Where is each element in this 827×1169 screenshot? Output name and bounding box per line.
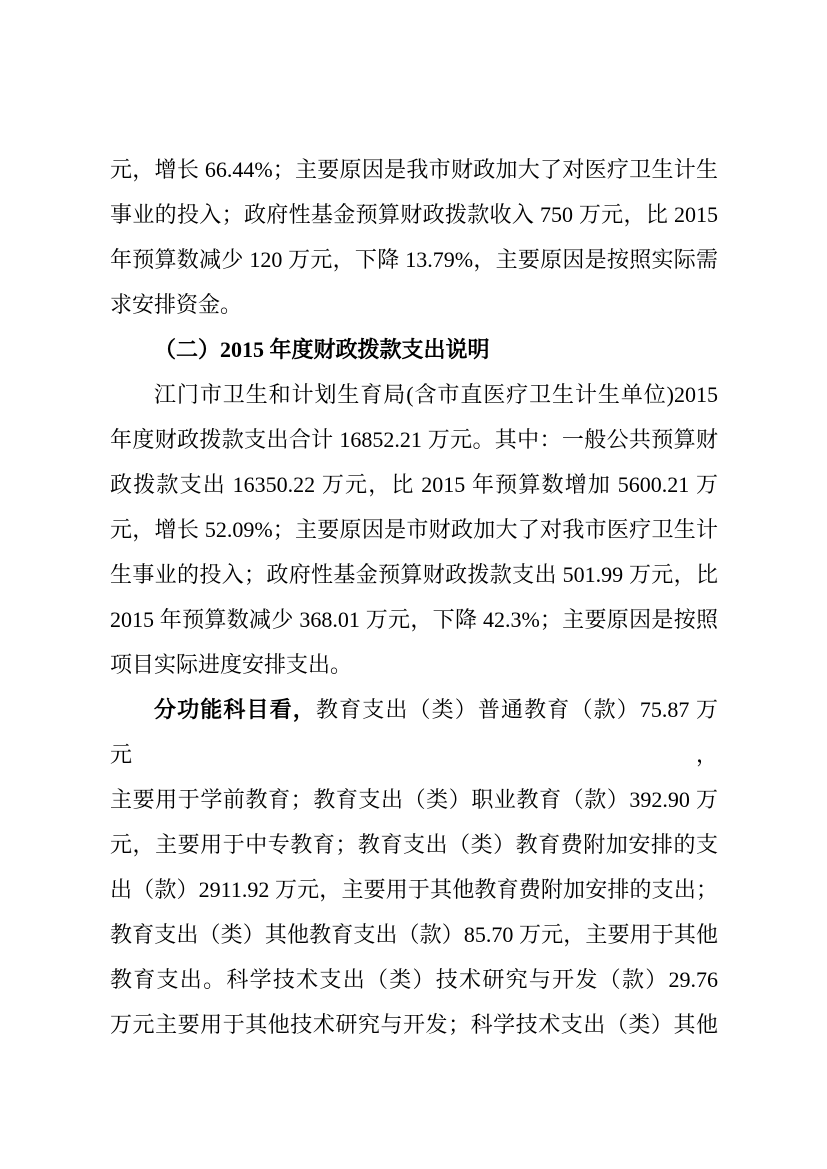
text-line: 江门市卫生和计划生育局(含市直医疗卫生计生单位)2015 xyxy=(154,382,718,407)
text-line: 主要用于学前教育；教育支出（类）职业教育（款）392.90 万 xyxy=(110,787,718,812)
text-line: 元，增长 66.44%；主要原因是我市财政加大了对医疗卫生计生 xyxy=(110,157,718,182)
text-line: 项目实际进度安排支出。 xyxy=(110,652,353,677)
text-line: 教育支出（类）其他教育支出（款）85.70 万元，主要用于其他 xyxy=(110,922,718,947)
text-line: 2015 年预算数减少 368.01 万元，下降 42.3%；主要原因是按照 xyxy=(110,607,718,632)
text-line: 政拨款支出 16350.22 万元，比 2015 年预算数增加 5600.21 万 xyxy=(110,472,718,497)
paragraph-revenue-explanation xyxy=(110,147,718,327)
text-line: 出（款）2911.92 万元，主要用于其他教育费附加安排的支出； xyxy=(110,877,718,902)
paragraph-functional-categories xyxy=(110,687,718,1047)
text-line: 万元主要用于其他技术研究与开发；科学技术支出（类）其他 xyxy=(110,1012,718,1037)
paragraph-expenditure-summary xyxy=(110,372,718,687)
text-line: 元，增长 52.09%；主要原因是市财政加大了对我市医疗卫生计 xyxy=(110,517,718,542)
text-line xyxy=(110,687,718,777)
section-heading: （二）2015 年度财政拨款支出说明 xyxy=(154,337,490,362)
lead-line-rest: 教育支出（类）普通教育（款）75.87 万元， xyxy=(110,697,718,767)
text-line: 教育支出。科学技术支出（类）技术研究与开发（款）29.76 xyxy=(110,967,718,992)
text-line: 生事业的投入；政府性基金预算财政拨款支出 501.99 万元，比 xyxy=(110,562,718,587)
bold-lead-text: 分功能科目看， xyxy=(154,697,316,722)
text-line: 元，主要用于中专教育；教育支出（类）教育费附加安排的支 xyxy=(110,832,718,857)
text-line: 求安排资金。 xyxy=(110,292,243,317)
text-line: 事业的投入；政府性基金预算财政拨款收入 750 万元，比 2015 xyxy=(110,202,718,227)
text-line: 年预算数减少 120 万元，下降 13.79%，主要原因是按照实际需 xyxy=(110,247,718,272)
page-body xyxy=(110,147,718,1047)
text-line: 年度财政拨款支出合计 16852.21 万元。其中：一般公共预算财 xyxy=(110,427,718,452)
